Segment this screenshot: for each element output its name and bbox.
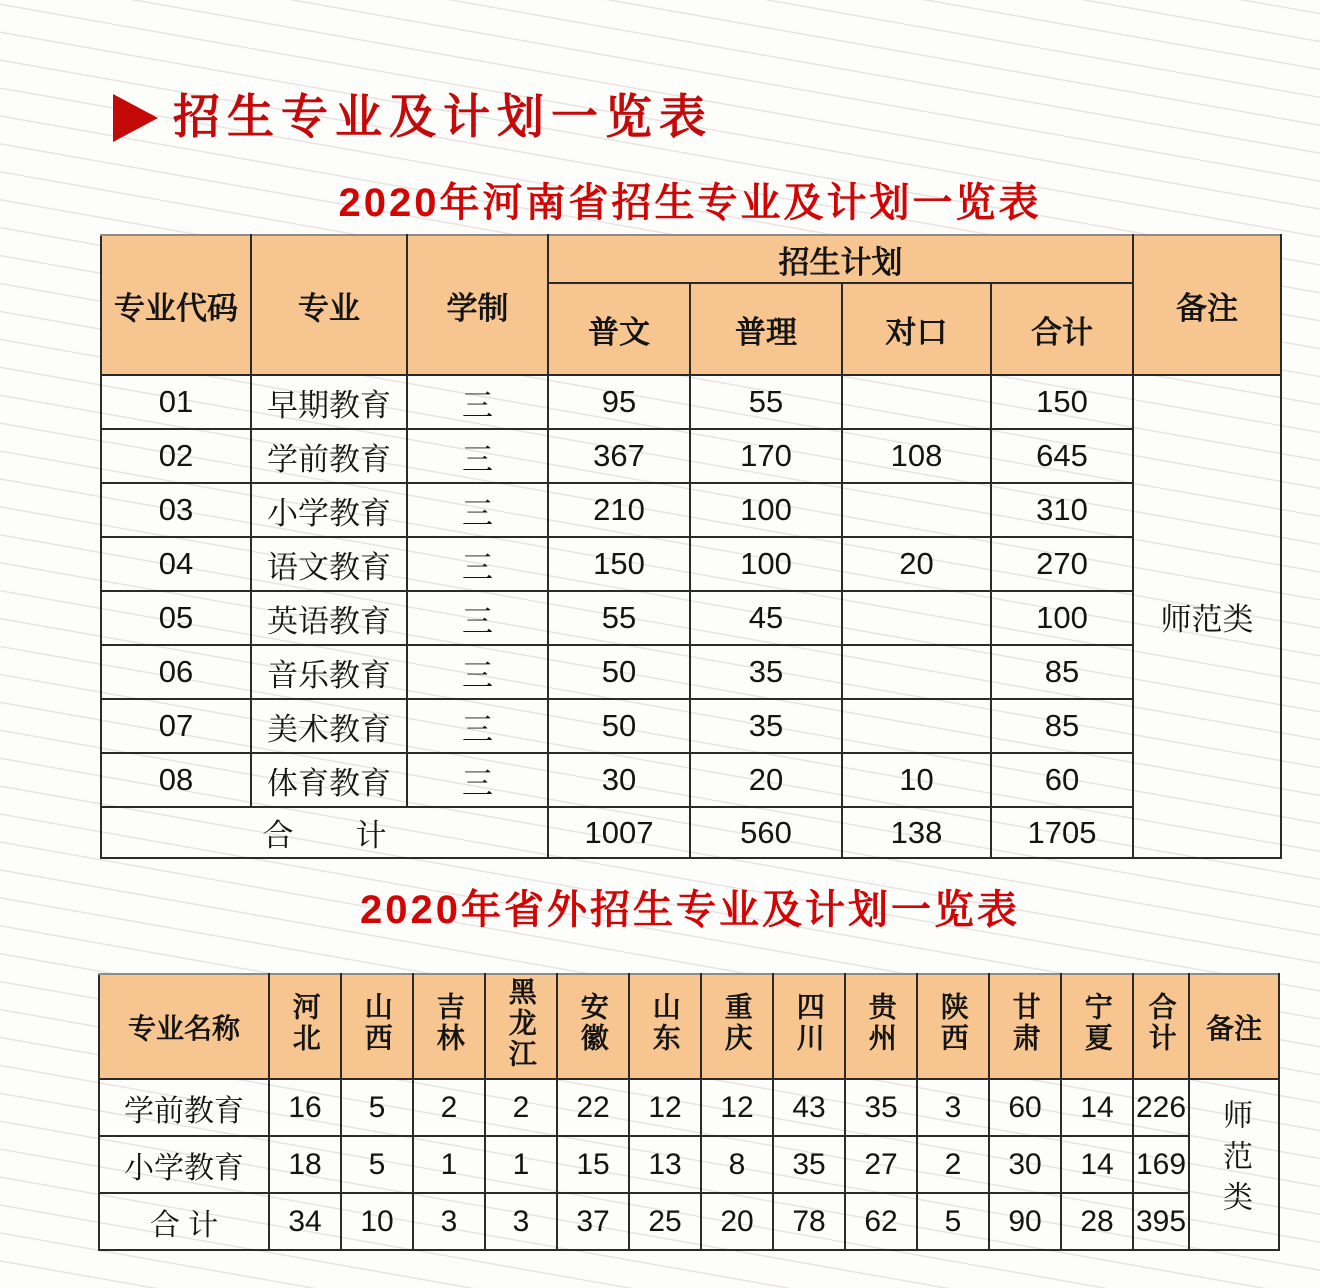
- cell-puli: 35: [690, 699, 842, 753]
- cell-value: 37: [557, 1193, 629, 1250]
- header-duikou: 对口: [842, 283, 991, 375]
- header-province-anhui: [557, 974, 629, 1079]
- cell-major: 学前教育: [99, 1079, 269, 1136]
- header-province-chongqing: [701, 974, 773, 1079]
- cell-value: 62: [845, 1193, 917, 1250]
- cell-value: 8: [701, 1136, 773, 1193]
- table-row: [101, 375, 1281, 429]
- header-years: 学制: [407, 235, 548, 375]
- cell-code: 06: [101, 645, 251, 699]
- header-total: [1133, 974, 1189, 1079]
- cell-code: 08: [101, 753, 251, 807]
- table-row: [101, 753, 1281, 807]
- cell-years: 三: [407, 375, 548, 429]
- cell-duikou: [842, 375, 991, 429]
- header-province-guizhou: [845, 974, 917, 1079]
- cell-value: 12: [629, 1079, 701, 1136]
- cell-value: 1: [413, 1136, 485, 1193]
- province-label: 山东: [649, 992, 681, 1054]
- header-major-code: 专业代码: [101, 235, 251, 375]
- cell-years: 三: [407, 699, 548, 753]
- table-row: [101, 429, 1281, 483]
- cell-puwen: 95: [548, 375, 690, 429]
- cell-value: 13: [629, 1136, 701, 1193]
- cell-duikou: [842, 699, 991, 753]
- cell-years: 三: [407, 537, 548, 591]
- header-puli: 普理: [690, 283, 842, 375]
- table-row: [99, 1136, 1279, 1193]
- arrow-right-icon: [113, 94, 158, 142]
- header-note: 备注: [1133, 235, 1281, 375]
- cell-major: 早期教育: [251, 375, 407, 429]
- cell-heji: 85: [991, 645, 1133, 699]
- cell-value: 14: [1061, 1079, 1133, 1136]
- cell-value: 60: [989, 1079, 1061, 1136]
- cell-value: 30: [989, 1136, 1061, 1193]
- header-puwen: 普文: [548, 283, 690, 375]
- header-province-jilin: [413, 974, 485, 1079]
- cell-value: 27: [845, 1136, 917, 1193]
- table-row: [101, 483, 1281, 537]
- cell-value: 12: [701, 1079, 773, 1136]
- cell-duikou: 108: [842, 429, 991, 483]
- cell-major: 体育教育: [251, 753, 407, 807]
- total-label: 合 计: [99, 1193, 269, 1250]
- total-label: 合 计: [101, 807, 548, 858]
- cell-value: 34: [269, 1193, 341, 1250]
- total-row: [99, 1193, 1279, 1250]
- cell-code: 05: [101, 591, 251, 645]
- total-puwen: 1007: [548, 807, 690, 858]
- cell-total: 395: [1133, 1193, 1189, 1250]
- cell-code: 04: [101, 537, 251, 591]
- cell-puwen: 150: [548, 537, 690, 591]
- cell-years: 三: [407, 591, 548, 645]
- cell-puwen: 50: [548, 699, 690, 753]
- province-label: 陕西: [937, 992, 969, 1054]
- header-plan-group: 招生计划: [548, 235, 1133, 283]
- page-heading: [113, 92, 713, 144]
- total-duikou: 138: [842, 807, 991, 858]
- province-label: 吉林: [433, 992, 465, 1054]
- header-province-shandong: [629, 974, 701, 1079]
- table-row: [99, 1079, 1279, 1136]
- cell-value: 14: [1061, 1136, 1133, 1193]
- province-label: 安徽: [577, 992, 609, 1054]
- cell-puli: 20: [690, 753, 842, 807]
- cell-value: 1: [485, 1136, 557, 1193]
- cell-puli: 100: [690, 483, 842, 537]
- cell-puwen: 50: [548, 645, 690, 699]
- cell-value: 10: [341, 1193, 413, 1250]
- henan-plan-table: [100, 234, 1282, 859]
- page-title: 招生专业及计划一览表: [173, 92, 713, 144]
- header-major: 专业: [251, 235, 407, 375]
- cell-major: 英语教育: [251, 591, 407, 645]
- cell-value: 25: [629, 1193, 701, 1250]
- cell-code: 02: [101, 429, 251, 483]
- cell-value: 43: [773, 1079, 845, 1136]
- province-label: 河北: [289, 992, 321, 1054]
- total-heji: 1705: [991, 807, 1133, 858]
- cell-value: 3: [485, 1193, 557, 1250]
- header-province-sichuan: [773, 974, 845, 1079]
- cell-heji: 85: [991, 699, 1133, 753]
- cell-value: 15: [557, 1136, 629, 1193]
- table-row: [101, 591, 1281, 645]
- cell-total: 226: [1133, 1079, 1189, 1136]
- note-cell-teacher-type: [1189, 1079, 1279, 1250]
- province-label: 山西: [361, 992, 393, 1054]
- cell-puli: 55: [690, 375, 842, 429]
- cell-value: 78: [773, 1193, 845, 1250]
- cell-puwen: 210: [548, 483, 690, 537]
- province-label: 黑龙江: [505, 976, 537, 1070]
- cell-heji: 150: [991, 375, 1133, 429]
- cell-value: 3: [413, 1193, 485, 1250]
- cell-major: 美术教育: [251, 699, 407, 753]
- province-label: 贵州: [865, 992, 897, 1054]
- cell-heji: 645: [991, 429, 1133, 483]
- cell-major: 语文教育: [251, 537, 407, 591]
- cell-heji: 60: [991, 753, 1133, 807]
- province-label: 甘肃: [1009, 992, 1041, 1054]
- note-label: 师范类: [1218, 1099, 1251, 1222]
- cell-value: 22: [557, 1079, 629, 1136]
- cell-value: 3: [917, 1079, 989, 1136]
- province-label: 重庆: [721, 992, 753, 1054]
- cell-code: 07: [101, 699, 251, 753]
- cell-major: 小学教育: [251, 483, 407, 537]
- cell-code: 03: [101, 483, 251, 537]
- cell-heji: 100: [991, 591, 1133, 645]
- cell-puli: 45: [690, 591, 842, 645]
- header-province-heilongjiang: [485, 974, 557, 1079]
- cell-puli: 170: [690, 429, 842, 483]
- cell-value: 2: [917, 1136, 989, 1193]
- cell-duikou: [842, 483, 991, 537]
- header-province-hebei: [269, 974, 341, 1079]
- cell-major: 学前教育: [251, 429, 407, 483]
- province-label: 四川: [793, 992, 825, 1054]
- cell-value: 5: [341, 1136, 413, 1193]
- cell-code: 01: [101, 375, 251, 429]
- cell-value: 28: [1061, 1193, 1133, 1250]
- header-province-shanxi: [341, 974, 413, 1079]
- cell-value: 35: [845, 1079, 917, 1136]
- outside-province-plan-table: [98, 973, 1280, 1251]
- header-note: 备注: [1189, 974, 1279, 1079]
- cell-heji: 270: [991, 537, 1133, 591]
- cell-duikou: [842, 591, 991, 645]
- outside-province-table-title: 2020年省外招生专业及计划一览表: [360, 888, 1020, 932]
- header-province-gansu: [989, 974, 1061, 1079]
- cell-puwen: 30: [548, 753, 690, 807]
- table-row: [101, 645, 1281, 699]
- cell-value: 5: [917, 1193, 989, 1250]
- note-cell-teacher-type: 师范类: [1133, 375, 1281, 858]
- cell-value: 16: [269, 1079, 341, 1136]
- cell-years: 三: [407, 753, 548, 807]
- cell-value: 20: [701, 1193, 773, 1250]
- cell-years: 三: [407, 483, 548, 537]
- cell-major: 音乐教育: [251, 645, 407, 699]
- header-heji: 合计: [991, 283, 1133, 375]
- cell-value: 90: [989, 1193, 1061, 1250]
- cell-puli: 35: [690, 645, 842, 699]
- cell-years: 三: [407, 645, 548, 699]
- header-province-shaanxi: [917, 974, 989, 1079]
- cell-duikou: 20: [842, 537, 991, 591]
- cell-puwen: 367: [548, 429, 690, 483]
- table-row: [101, 699, 1281, 753]
- cell-value: 5: [341, 1079, 413, 1136]
- henan-table-title: 2020年河南省招生专业及计划一览表: [338, 181, 1042, 225]
- cell-duikou: 10: [842, 753, 991, 807]
- total-label: 合计: [1145, 992, 1177, 1054]
- cell-major: 小学教育: [99, 1136, 269, 1193]
- cell-years: 三: [407, 429, 548, 483]
- table-row: [101, 537, 1281, 591]
- header-major-name: 专业名称: [99, 974, 269, 1079]
- province-label: 宁夏: [1081, 992, 1113, 1054]
- total-row: [101, 807, 1281, 858]
- cell-heji: 310: [991, 483, 1133, 537]
- total-puli: 560: [690, 807, 842, 858]
- cell-value: 35: [773, 1136, 845, 1193]
- cell-value: 2: [485, 1079, 557, 1136]
- cell-total: 169: [1133, 1136, 1189, 1193]
- cell-value: 18: [269, 1136, 341, 1193]
- cell-value: 2: [413, 1079, 485, 1136]
- cell-puli: 100: [690, 537, 842, 591]
- header-province-ningxia: [1061, 974, 1133, 1079]
- cell-puwen: 55: [548, 591, 690, 645]
- cell-duikou: [842, 645, 991, 699]
